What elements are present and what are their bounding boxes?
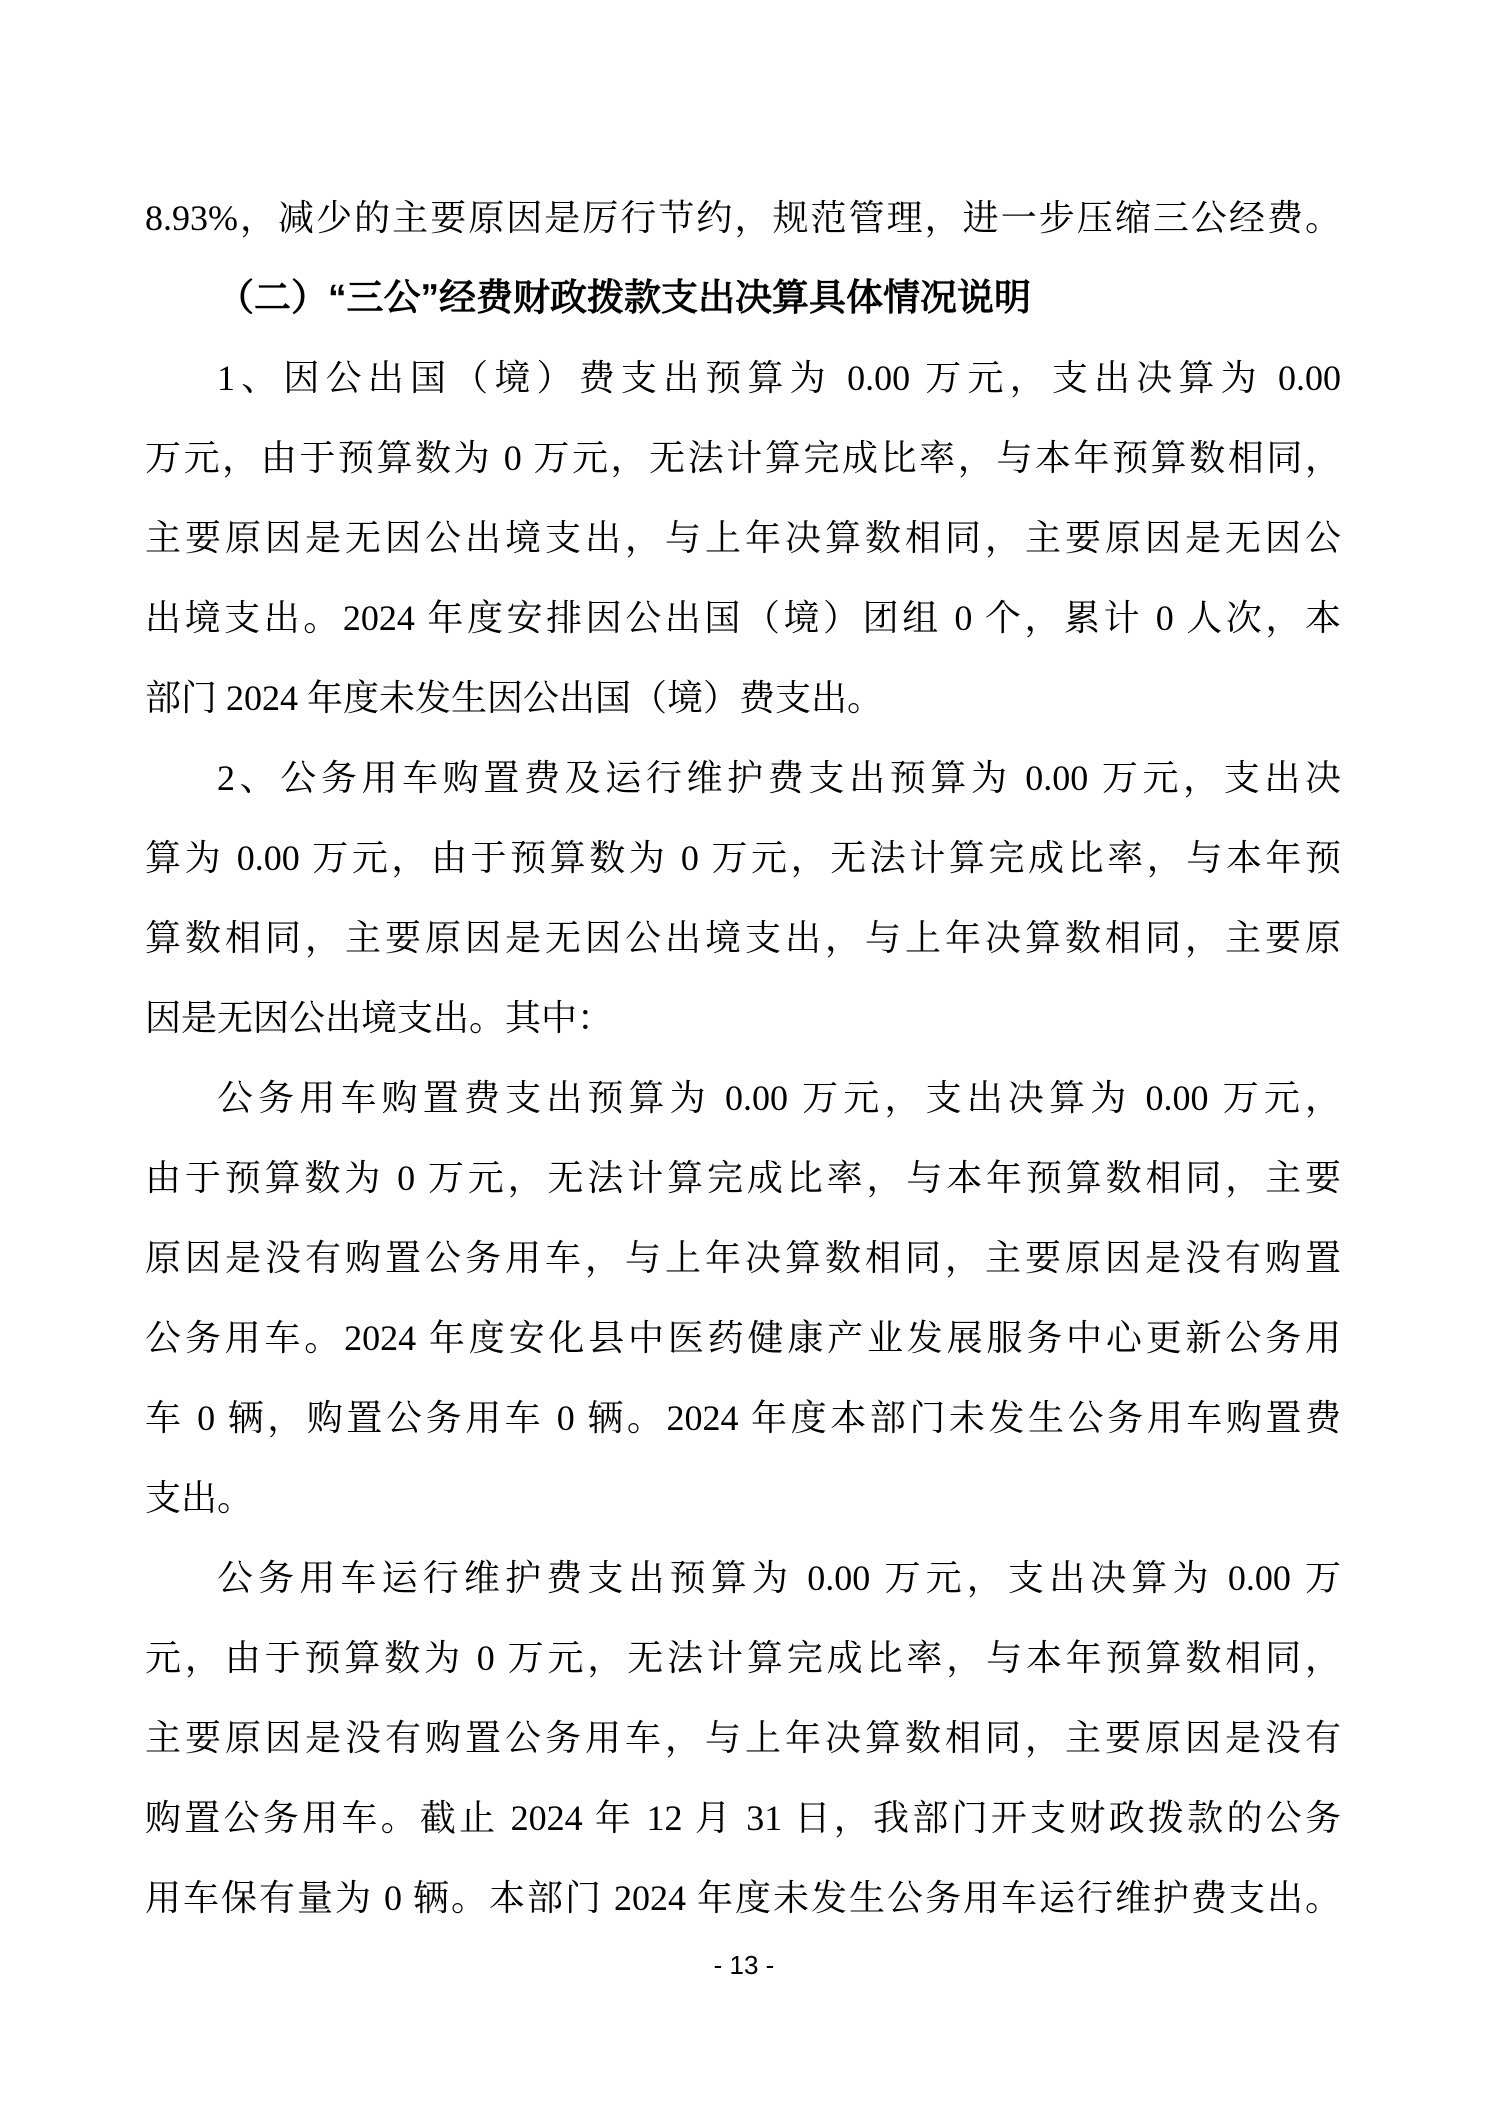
text-line: 由于预算数为 0 万元，无法计算完成比率，与本年预算数相同，主要 [145,1158,1341,1198]
text-line: 万元，由于预算数为 0 万元，无法计算完成比率，与本年预算数相同， [145,438,1341,478]
text-line: 用车保有量为 0 辆。本部门 2024 年度未发生公务用车运行维护费支出。 [145,1878,1341,1918]
section-heading: （二）“三公”经费财政拨款支出决算具体情况说明 [217,277,1031,318]
text-line: 部门 2024 年度未发生因公出国（境）费支出。 [145,678,884,718]
text-line-carryover: 8.93%，减少的主要原因是厉行节约，规范管理，进一步压缩三公经费。 [145,198,1341,238]
text-line: 支出。 [145,1478,254,1518]
document-text-block [145,178,1341,1938]
text-line: 2、公务用车购置费及运行维护费支出预算为 0.00 万元，支出决 [217,758,1341,798]
text-line: 算数相同，主要原因是无因公出境支出，与上年决算数相同，主要原 [145,918,1341,958]
text-line: 因是无因公出境支出。其中： [145,998,614,1038]
page-number: - 13 - [713,1950,775,1980]
text-line: 元，由于预算数为 0 万元，无法计算完成比率，与本年预算数相同， [145,1638,1341,1678]
text-line: 公务用车。2024 年度安化县中医药健康产业发展服务中心更新公务用 [145,1318,1341,1358]
text-line: 1、因公出国（境）费支出预算为 0.00 万元，支出决算为 0.00 [217,358,1341,398]
text-line: 车 0 辆，购置公务用车 0 辆。2024 年度本部门未发生公务用车购置费 [145,1398,1341,1438]
text-line: 主要原因是没有购置公务用车，与上年决算数相同，主要原因是没有 [145,1718,1341,1758]
text-line: 公务用车购置费支出预算为 0.00 万元，支出决算为 0.00 万元， [217,1078,1341,1118]
text-line: 算为 0.00 万元，由于预算数为 0 万元，无法计算完成比率，与本年预 [145,838,1341,878]
text-line: 公务用车运行维护费支出预算为 0.00 万元，支出决算为 0.00 万 [217,1558,1341,1598]
text-line: 出境支出。2024 年度安排因公出国（境）团组 0 个，累计 0 人次，本 [145,598,1341,638]
text-line: 原因是没有购置公务用车，与上年决算数相同，主要原因是没有购置 [145,1238,1341,1278]
text-line: 主要原因是无因公出境支出，与上年决算数相同，主要原因是无因公 [145,518,1341,558]
text-line: 购置公务用车。截止 2024 年 12 月 31 日，我部门开支财政拨款的公务 [145,1798,1341,1838]
